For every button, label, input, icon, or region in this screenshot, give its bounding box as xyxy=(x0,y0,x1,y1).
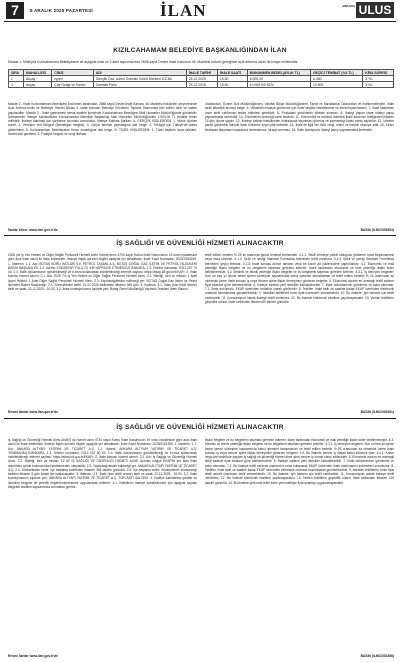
issue-date: 8 ARALIK 2025 PAZARTESİ xyxy=(30,8,93,13)
notice1-right-column: Odasından, Ticaret Sicil Müdürlüğünden, Vakıflar Bölge Müdürlüğünden, Esnaf ve Sanatkarlar Odasından ve mahkemelerden, ihale tarihi itibariyle alınmış belge. 6- Vekaleten ihaleye girecekler için noter tasdikli vekaletname ve imza beyannamesi. 7- İhale saatinden önce teklif zarflarının teslim edilmesi gereklidir. 8- Postadaki gecikmeler dikkate alınmaz. 9- İhaleyi yapan idare ihaleyi yapıp yapmamakta serbesttir. 10- Encümenin vereceği karar kesindir. 11- Kira bedeli ve teminat ödemesi ihale kararının tebliğinden itibaren 15 gün içinde yapılır. 12- İhaleye katılan isteklilerden kiralanacak taşınmazı görmüş ve şartnameyi kabul etmiş sayılırlar. 13- İdarece gerek görülmesi halinde ihale erteleme veya iptal edilebilir. 14- İhale ile ilgili her türlü vergi, resim ve harçlar kiracıya aittir. 15- Kiracı kiralanan taşınmazı başkasına devredemez, kiraya veremez. 16- İhale komisyonu ihaleyi yapıp yapmamakta serbesttir. xyxy=(205,102,394,132)
table-cell: 3 YIL xyxy=(363,82,394,88)
table-header: SIRA xyxy=(9,70,24,76)
notice1-source: İlanlar sitesi: www.ilan.gov.tr'de xyxy=(8,228,58,232)
notice2-body xyxy=(8,253,394,405)
notice1-left-column: Madde 2 - İhale Kızılcahamam Belediyesi Encümeni tarafından, 2886 sayılı Devlet İhale Kanunu 45. Maddesi hükümleri çerçevesinde Açık Artırma usulü ile Belediye Hizmet Binası 4. katta bulunan Belediye Encümen Toplantı Salonunda ilan edilen tarih ve saatte yapılacaktır. Madde 3 - İhale şartnamesi mesai saatleri içerisinde Kızılcahamam Belediyesi Mali Hizmetler Müdürlüğünde görülebilir. Şartnameler ihaleye katılacaklara Kızılcahamam Belediye Başkanlığı Mali Hizmetler Müdürlüğünden 1.000,00 TL bedelle temin edilebilir. İhaleye katılmak için şartname alınması zorunludur. İhaleye Katılma Şartları: A- GERÇEK KİŞİLERDEN; 1- Nüfus cüzdan sureti. 2- Yerleşim Yeri Belgesi (İkametgah belgesi). 3- Geçici teminat yatırıldığına dair belge. 4- Tebligat için Türkiye'de adres göstermesi. 5- Kızılcahamam Belediyesine borcu olmadığına dair belge. B- TÜZEL KİŞİLERDEN; 1- Tüzel kişilerin imza sirküleri, ticaret sicil gazetesi. 2- Faaliyet belgesi ve vergi levhası. xyxy=(8,102,197,136)
notice2-footer xyxy=(8,410,394,414)
notice3-body xyxy=(8,438,394,652)
table-cell: 10.800 xyxy=(311,82,363,88)
newspaper-logo xyxy=(342,2,394,18)
logo-text: ULUS xyxy=(356,2,394,18)
table-cell: Akçay xyxy=(24,76,52,82)
table-cell: 15:30 xyxy=(217,76,247,82)
table-cell: Zambak Parkı xyxy=(93,82,186,88)
table-cell: 10.000,00+KDV xyxy=(247,82,310,88)
table-header: İHALE TARİHİ xyxy=(186,70,217,76)
table-cell: 6.480 xyxy=(311,76,363,82)
table-header: MAHALLESİ xyxy=(24,70,52,76)
table-cell: 3 YIL xyxy=(363,76,394,82)
notice1-title: KIZILCAHAMAM BELEDİYE BAŞKANLIĞINDAN İLAN xyxy=(113,47,287,54)
notice1-table xyxy=(8,69,394,88)
table-row xyxy=(9,82,394,88)
notice-divider xyxy=(4,418,396,419)
notice1-footer xyxy=(8,228,394,232)
page-header xyxy=(0,0,400,20)
table-header: KİRA SÜRESİ xyxy=(363,70,394,76)
table-cell: İşyeri xyxy=(52,76,93,82)
page-number: 7 xyxy=(6,2,24,19)
table-cell: Akçay xyxy=(24,82,52,88)
table-header: GEÇİCİ TEMİNAT (%3 TL) xyxy=(311,70,363,76)
table-cell: Gençlik Cad. Adem Özbekin Kültür Merkezi 2/Z-8A xyxy=(93,76,186,82)
notice3-right-column: ilişkin belgeler ve bu belgelerin taşıması gereken kriterler: İdare tarafından ekonomik ve mali yeterliğe ilişkin kriter belirtilmemiştir. 4.3. Mesleki ve teknik yeterliğe ilişkin belgeler ve bu belgelerin taşıması gereken kriterler: 4.3.1. İş deneyim belgeleri: Son on beş yıl içinde bedel içeren sözleşme kapsamında kabul işlemleri tamamlanan ve teklif edilen bedelin % 25 oranından az olmamak üzere ihale konusu iş veya benzer işlere ilişkin deneyimini gösteren belgeler. 4.4. Bu ihalede benzer iş olarak kabul edilecek işler: 4.4.1. Kamu veya özel sektörde yapılan iş sağlığı ve güvenliği hizmet alımı işleri benzer iş olarak kabul edilecektir. 5. Ekonomik açıdan en avantajlı teklif sadece fiyat esasına göre belirlenecektir. 6. İhaleye sadece yerli istekliler katılabilecektir. 7. İhale dokümanının görülmesi ve satın alınması: 7.1. Bu ihaleye teklif verecek olanların e-imza kullanarak EKAP üzerinden ihale dokümanını indirmeleri zorunludur. 8. Teklifler, ihale tarih ve saatine kadar EKAP üzerinden elektronik ortamda hazırlanarak gönderilecektir. 9. İstekliler tekliflerini, birim fiyat teklif cetveli üzerinden teklif vereceklerdir. 10. Bu ihalede, işin tamamı için teklif verilecektir. 11. Konsorsiyum olarak ihaleye teklif verilemez. 12. Bu ihalede elektronik eksiltme yapılmayacaktır. 13. Verilen tekliflerin geçerlilik süresi, ihale tarihinden itibaren 120 takvim günüdür. 14. Bu ihalede yerli malı teklif eden yerli istekliye fiyat avantajı uygulanmayacaktır. xyxy=(205,438,394,485)
table-cell: Çay Ocağı ve Kantin xyxy=(52,82,93,88)
notice2-code: BASIN (ILN02302351) xyxy=(360,410,394,414)
notice1-intro: Madde 1: Mülkiyeti Kızılcahamam Belediyesine ait aşağıda cinsi ve 2 adet taşınmazımız 2886 sayılı Devlet İhale Kanunun 45. Maddesi hükmü gereğince açık arttırma usulü ile kiraya verilecektir. xyxy=(8,60,299,64)
table-header: ADI xyxy=(93,70,186,76)
table-cell: 25.12.2025 xyxy=(186,76,217,82)
table-cell: 1 xyxy=(9,76,24,82)
notice2-title: İŞ SAĞLIĞI VE GÜVENLİĞİ HİZMETİ ALINACAKTIR xyxy=(116,240,284,247)
notice3-left-column: İş Sağlığı ve Güvenliği Hizmeti Alımı AVANT işi hizmet alımı 4734 sayılı Kamu İhale Kanununun 19 uncu maddesine göre açık ihale usulü ile ihale edilecektir. İhaleye ilişkin ayrıntılı bilgiler aşağıda yer almaktadır: İhale Kayıt Numarası: 2025/2261354. 1. İdarenin: 1.1. Adı: ANKARA ALTYAPI YATIRIM VE TİCARET A.Ş. 1.2. Adresi: ANKARA ALTYAPI YATIRIM VE TİCARET A.Ş. YENİMAHALLE/ANKARA. 1.3. Telefon numarası: 0312 242 60 00. 1.4. İhale dokümanının görülebileceği ve e-imza kullanılarak indirilebileceği internet sayfası: https://ekap.kik.gov.tr/EKAP/. 2. İhale konusu hizmet alımın: 2.1. Adı: İş Sağlığı ve Güvenliği Hizmeti Alımı. 2.2. Niteliği, türü ve miktarı: 12 AY İŞ SAĞLIĞI VE GÜVENLİĞİ HİZMETİ ALIMI. Ayrıntılı bilgiye EKAP'ta yer alan ihale dokümanı içinde bulunan idari şartnameden ulaşılabilir. 2.3. Yapılacağı/teslim edileceği yer: ANKARA ALTYAPI YATIRIM VE TİCARET A.Ş. 2.4. Süresi/teslim tarihi: İşe başlama tarihinden itibaren 365 takvim günüdür. 2.5. İşe başlama tarihi: Sözleşmenin imzalandığı tarihten itibaren 5 gün içinde işe başlanacaktır. 3. İhalenin: 3.1. İhale (son teklif verme) tarih ve saati: 22.12.2025 - 10:00. 3.2. İhale komisyonunun toplantı yeri: ANKARA ALTYAPI YATIRIM VE TİCARET A.Ş. TOPLANTI SALONU. 4. İhaleye katılabilme şartları ve istenilen belgeler ile yeterlik değerlendirmesinde uygulanacak kriterler: 4.1. İsteklilerin ihaleye katılabilmeleri için aşağıda sayılan belgeleri teklifleri kapsamında sunmaları gerekir. xyxy=(8,438,197,489)
table-cell: 15:30 xyxy=(217,82,247,88)
section-title: İLAN xyxy=(160,1,207,20)
notice3-source: Resmi ilanlar www.ilan.gov.tr'de xyxy=(8,654,59,658)
table-cell: 25.12.2025 xyxy=(186,82,217,88)
notice2-source: Resmi ilanlar www.ilan.gov.tr'de xyxy=(8,410,59,414)
notice1-body xyxy=(8,102,394,224)
table-header: İHALE SAATİ xyxy=(217,70,247,76)
notice1-code: BASIN (ILN02302694) xyxy=(360,228,394,232)
logo-side-text: ANKARA xyxy=(342,4,355,8)
table-header: CİNSİ xyxy=(52,70,93,76)
notice2-left-column: 2026 yılı İş Yeri Hekimi ve Diğer Sağlık Personeli Hizmeti Alımı hizmet alımı 4734 sayılı Kamu İhale Kanununun 19 uncu maddesine göre açık ihale usulü ile ihale edilecektir. İhaleye ilişkin ayrıntılı bilgiler aşağıda yer almaktadır: İhale Kayıt Numarası: 2025/2260165. 1. İdarenin: 1.1. Adı: BOTAŞ BORU HATLARI İLE PETROL TAŞIMA A.Ş. BOTAŞ DOĞAL GAZ İLETİM VE PETROL İŞLEMLERİ BAKIM BAŞKANLIĞI. 1.2. Adresi: ESKİŞEHİR YOLU 23. KM YAPRACIK ETİMESGUT/ANKARA. 1.3. Telefon numarası: 0312 297 70 00. 1.4. İhale dokümanının görülebileceği ve e-imza kullanılarak indirilebileceği internet sayfası: https://ekap.kik.gov.tr/EKAP/. 2. İhale konusu hizmet alımın: 2.1. Adı: 2026 Yılı İş Yeri Hekimi ve Diğer Sağlık Personeli Hizmeti Alımı. 2.2. Niteliği, türü ve miktarı: 1 Adet İşyeri Hekimi, 1 Adet Diğer Sağlık Personeli Hizmeti Alımı. 2.3. Yapılacağı/teslim edileceği yer: BOTAŞ Doğal Gaz İletim ve Petrol İşlemleri Bakım Başkanlığı. 2.4. Süresi/teslim tarihi: 01.01.2026 tarihinden itibaren 365 gün. 3. İhalenin: 3.1. İhale (son teklif verme) tarih ve saati: 23.12.2025 - 10:30. 3.2. İhale komisyonunun toplantı yeri: Botaş Genel Müdürlüğü Yapracık Tesisleri İhale Salonu. xyxy=(8,253,197,291)
notice-divider xyxy=(4,235,396,236)
notice2-right-column: teklif edilen bedelin % 25 ini tutarında geçici teminat verilecektir. 4.1.1. Teklif vermeye yetkili olduğunu gösteren imza beyannamesi veya imza sirküleri. 4.1.2. Şekli ve içeriği Standart Formlarda belirlenen teklif mektubu. 4.1.3. Şekli ve içeriği Standart Formlarda belirlenen geçici teminat. 4.1.4. İhale konusu alımın tamamı veya bir kısmı alt yüklenicilere yaptırılamaz. 4.2. Ekonomik ve mali yeterliğe ilişkin belgeler ve bu belgelerin taşıması gereken kriterler: İdare tarafından ekonomik ve mali yeterliğe ilişkin kriter belirtilmemiştir. 4.3. Mesleki ve teknik yeterliğe ilişkin belgeler ve bu belgelerin taşıması gereken kriterler: 4.3.1. İş deneyim belgeleri: Son on beş yıl içinde bedel içeren sözleşme kapsamında kabul işlemleri tamamlanan ve teklif edilen bedelin % 25 oranından az olmamak üzere ihale konusu iş veya benzer işlere ilişkin deneyimini gösteren belgeler. 5. Ekonomik açıdan en avantajlı teklif sadece fiyat esasına göre belirlenecektir. 6. İhaleye sadece yerli istekliler katılabilecektir. 7. İhale dokümanının görülmesi ve satın alınması: 7.1. İhale dokümanı, EKAP üzerinden bedelsiz olarak görülebilir. 8. Teklifler, ihale tarih ve saatine kadar EKAP üzerinden elektronik ortamda hazırlanarak gönderilecektir. 9. İstekliler tekliflerini birim fiyat üzerinden vereceklerdir. 10. Bu ihalede, işin tamamı için teklif verilecektir. 11. Konsorsiyum olarak ihaleye teklif verilemez. 12. Bu ihalede elektronik eksiltme yapılmayacaktır. 13. Verilen tekliflerin geçerlilik süresi, ihale tarihinden itibaren 60 takvim günüdür. xyxy=(205,253,394,304)
notice3-code: BASIN (ILN02302368) xyxy=(360,654,394,658)
table-cell: 2 xyxy=(9,82,24,88)
table-header: MUHAMMEN BEDEL(AYLIK TL) xyxy=(247,70,310,76)
notice3-title: İŞ SAĞLIĞI VE GÜVENLİĞİ HİZMETİ ALINACAKTIR xyxy=(116,424,284,431)
header-rule xyxy=(4,21,396,22)
table-cell: 6.000,00 xyxy=(247,76,310,82)
notice3-footer xyxy=(8,654,394,658)
